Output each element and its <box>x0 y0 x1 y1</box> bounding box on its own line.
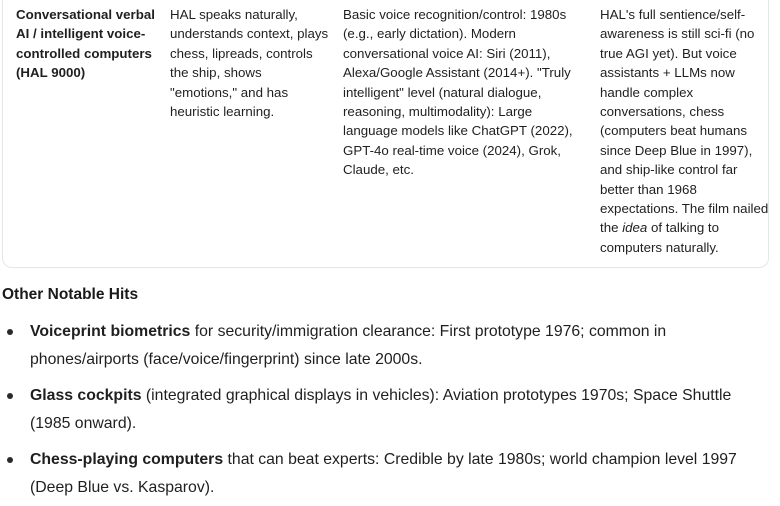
cell-assessment <box>600 5 775 257</box>
list-item-title: Voiceprint biometrics <box>30 323 191 340</box>
cell-film-depiction: HAL speaks naturally, understands context, plays chess, lipreads, controls the ship, shows "emotions," and has heuristic learning. <box>170 7 329 120</box>
bullet-dot-icon <box>7 329 13 335</box>
list-item-text: (integrated graphical displays in vehicles): Aviation prototypes 1970s; Space Shuttle (1985 onward). <box>30 387 732 432</box>
assessment-text-end: of talking to computers naturally. <box>600 220 720 255</box>
assessment-emphasis: idea <box>622 220 648 236</box>
list-item-text: for security/immigration clearance: First prototype 1976; common in phones/airports (face/voice/fingerprint) since late 2000s. <box>30 323 667 368</box>
list-item-title: Glass cockpits <box>30 387 142 404</box>
list-item <box>30 318 770 374</box>
comparison-table-row <box>2 0 769 268</box>
cell-technology: Conversational verbal AI / intelligent voice-controlled computers (HAL 9000) <box>16 7 155 81</box>
bullet-dot-icon <box>7 393 13 399</box>
assessment-text-start: HAL's full sentience/self-awareness is still sci-fi (no true AGI yet). But voice assistants + LLMs now handle complex conversations, chess (computers beat humans since Deep Blue in 1997), and ship-like control far better than 1968 expectations. The film nailed the <box>600 7 769 236</box>
section-heading: Other Notable Hits <box>2 286 139 303</box>
list-item <box>30 382 770 438</box>
cell-real-world: Basic voice recognition/control: 1980s (e.g., early dictation). Modern conversational voice AI: Siri (2011), Alexa/Google Assistant (2014+). "Truly intelligent" level (natural dialogue, reasoning, multimodality): Large language models like ChatGPT (2022), GPT-4o real-time voice (2024), Grok, Claude, etc. <box>343 7 573 178</box>
list-item-title: Chess-playing computers <box>30 451 224 468</box>
list-item <box>30 446 770 502</box>
bullet-dot-icon <box>7 457 13 463</box>
list-item-text: that can beat experts: Credible by late 1980s; world champion level 1997 (Deep Blue vs. Kasparov). <box>30 451 737 496</box>
